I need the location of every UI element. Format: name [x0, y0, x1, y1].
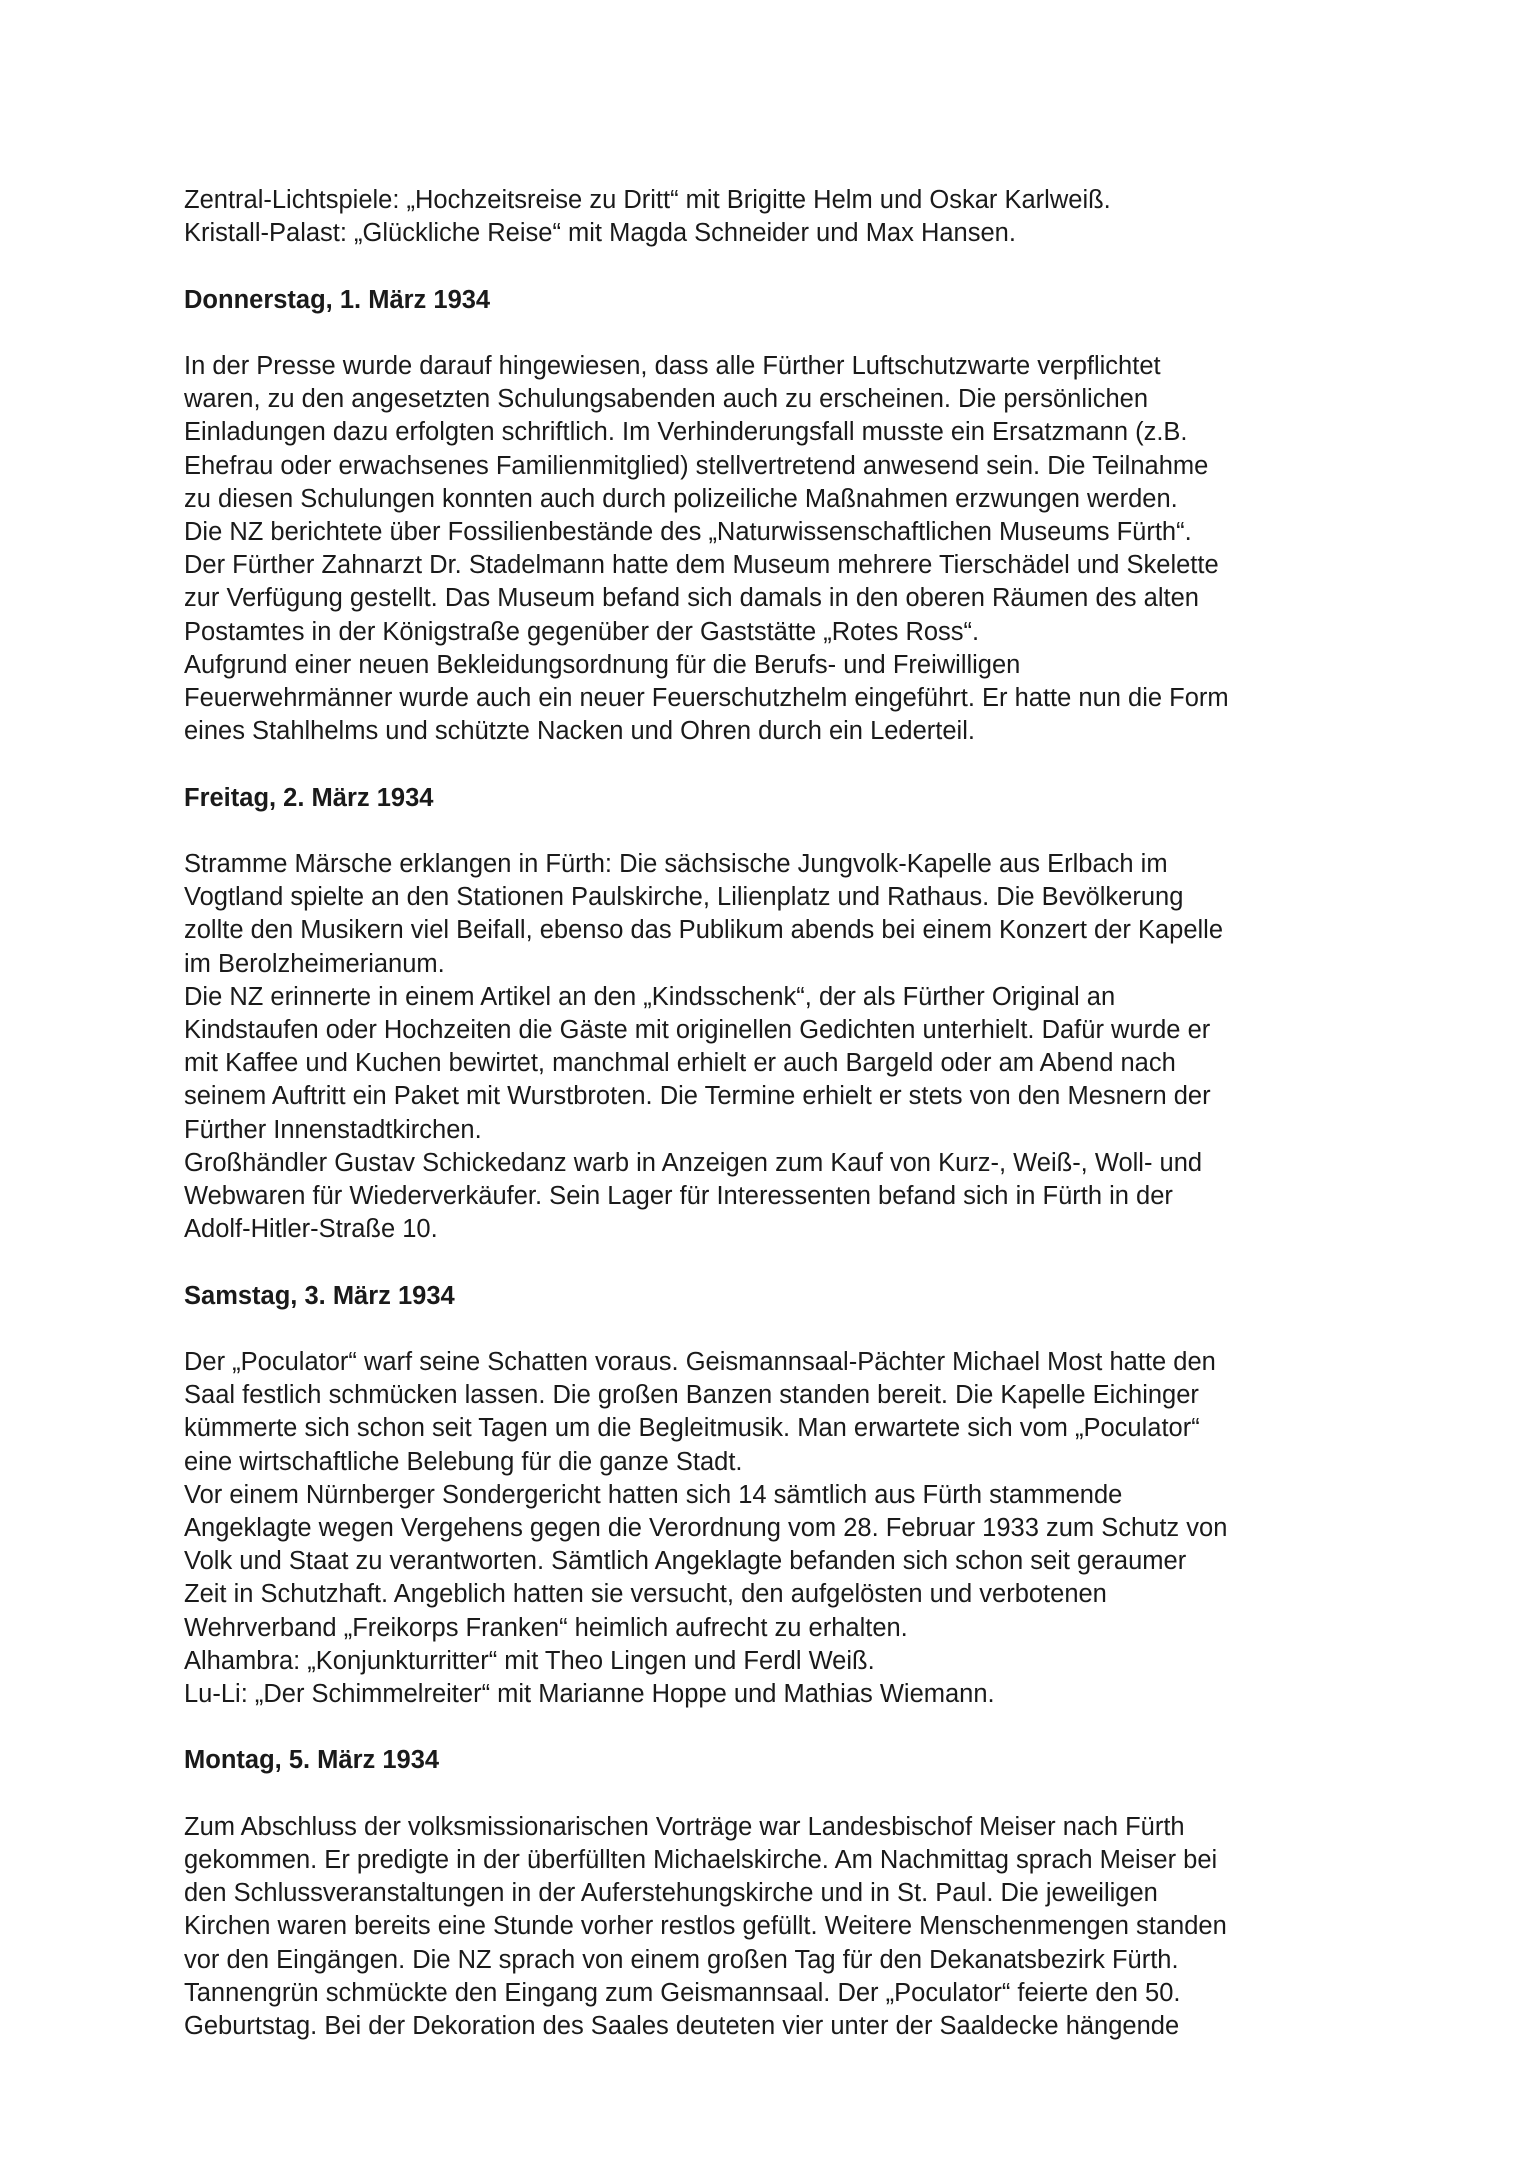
- paragraph-gap: [184, 317, 1364, 350]
- text-line: gekommen. Er predigte in der überfüllten Michaelskirche. Am Nachmittag sprach Meiser bei: [184, 1846, 1218, 1875]
- text-line: eine wirtschaftliche Belebung für die ganze Stadt.: [184, 1447, 743, 1476]
- paragraph-gap: [184, 1313, 1364, 1346]
- text-line: Feuerwehrmänner wurde auch ein neuer Feuerschutzhelm eingeführt. Er hatte nun die Form: [184, 684, 1229, 713]
- text-line: Die NZ berichtete über Fossilienbestände des „Naturwissenschaftlichen Museums Fürth“.: [184, 518, 1192, 546]
- text-line: Geburtstag. Bei der Dekoration des Saales deuteten vier unter der Saaldecke hängende: [184, 2012, 1180, 2041]
- text-line: Zeit in Schutzhaft. Angeblich hatten sie versucht, den aufgelösten und verbotenen: [184, 1580, 1107, 1609]
- text-line: Alhambra: „Konjunkturritter“ mit Theo Lingen und Ferdl Weiß.: [184, 1646, 875, 1675]
- text-line: In der Presse wurde darauf hingewiesen, dass alle Fürther Luftschutzwarte verpflichtet: [184, 351, 1161, 380]
- text-line: seinem Auftritt ein Paket mit Wurstbroten. Die Termine erhielt er stets von den Mesnern der: [184, 1082, 1211, 1111]
- text-line: Großhändler Gustav Schickedanz warb in Anzeigen zum Kauf von Kurz-, Weiß-, Woll- und: [184, 1148, 1203, 1177]
- text-line: im Berolzheimerianum.: [184, 949, 445, 978]
- text-line: Angeklagte wegen Vergehens gegen die Verordnung vom 28. Februar 1933 zum Schutz von: [184, 1514, 1228, 1543]
- text-line: vor den Eingängen. Die NZ sprach von einem großen Tag für den Dekanatsbezirk Fürth.: [184, 1945, 1179, 1974]
- date-heading: Montag, 5. März 1934: [184, 1746, 440, 1775]
- paragraph-gap: [184, 1778, 1364, 1811]
- page-text: [184, 184, 1364, 2043]
- text-line: Aufgrund einer neuen Bekleidungsordnung für die Berufs- und Freiwilligen: [184, 650, 1021, 679]
- date-heading: Donnerstag, 1. März 1934: [184, 285, 491, 314]
- text-line: Einladungen dazu erfolgten schriftlich. Im Verhinderungsfall musste ein Ersatzmann (z.B.: [184, 418, 1188, 447]
- text-line: Fürther Innenstadtkirchen.: [184, 1115, 482, 1144]
- text-line: Der „Poculator“ warf seine Schatten voraus. Geismannsaal-Pächter Michael Most hatte den: [184, 1348, 1216, 1377]
- text-line: zollte den Musikern viel Beifall, ebenso das Publikum abends bei einem Konzert der Kapelle: [184, 916, 1224, 945]
- text-line: Vogtland spielte an den Stationen Paulskirche, Lilienplatz und Rathaus. Die Bevölkerung: [184, 883, 1184, 912]
- text-line: Saal festlich schmücken lassen. Die großen Banzen standen bereit. Die Kapelle Eichinger: [184, 1381, 1199, 1410]
- paragraph-gap: [184, 1246, 1364, 1279]
- text-line: zu diesen Schulungen konnten auch durch polizeiliche Maßnahmen erzwungen werden.: [184, 484, 1178, 513]
- text-line: Zentral-Lichtspiele: „Hochzeitsreise zu Dritt“ mit Brigitte Helm und Oskar Karlweiß.: [184, 186, 1111, 214]
- text-line: den Schlussveranstaltungen in der Auferstehungskirche und in St. Paul. Die jeweiligen: [184, 1879, 1158, 1908]
- text-line: Postamtes in der Königstraße gegenüber der Gaststätte „Rotes Ross“.: [184, 617, 980, 646]
- text-line: Ehefrau oder erwachsenes Familienmitglied) stellvertretend anwesend sein. Die Teilnahme: [184, 451, 1209, 480]
- text-line: waren, zu den angesetzten Schulungsabenden auch zu erscheinen. Die persönlichen: [184, 385, 1148, 414]
- text-line: kümmerte sich schon seit Tagen um die Begleitmusik. Man erwartete sich vom „Poculator“: [184, 1414, 1200, 1443]
- text-line: Kristall-Palast: „Glückliche Reise“ mit Magda Schneider und Max Hansen.: [184, 219, 1016, 248]
- date-heading: Samstag, 3. März 1934: [184, 1281, 455, 1310]
- text-line: Der Fürther Zahnarzt Dr. Stadelmann hatte dem Museum mehrere Tierschädel und Skelette: [184, 551, 1219, 580]
- text-line: Adolf-Hitler-Straße 10.: [184, 1215, 438, 1244]
- text-line: Tannengrün schmückte den Eingang zum Geismannsaal. Der „Poculator“ feierte den 50.: [184, 1978, 1181, 2007]
- text-line: Wehrverband „Freikorps Franken“ heimlich aufrecht zu erhalten.: [184, 1613, 908, 1642]
- text-line: Kirchen waren bereits eine Stunde vorher restlos gefüllt. Weitere Menschenmengen standen: [184, 1912, 1227, 1941]
- text-line: mit Kaffee und Kuchen bewirtet, manchmal erhielt er auch Bargeld oder am Abend nach: [184, 1049, 1176, 1078]
- text-line: Stramme Märsche erklangen in Fürth: Die sächsische Jungvolk-Kapelle aus Erlbach im: [184, 850, 1168, 878]
- text-line: Kindstaufen oder Hochzeiten die Gäste mit originellen Gedichten unterhielt. Dafür wurde er: [184, 1016, 1211, 1045]
- text-line: eines Stahlhelms und schützte Nacken und Ohren durch ein Lederteil.: [184, 717, 975, 746]
- text-line: Vor einem Nürnberger Sondergericht hatten sich 14 sämtlich aus Fürth stammende: [184, 1480, 1123, 1509]
- text-line: Lu-Li: „Der Schimmelreiter“ mit Marianne Hoppe und Mathias Wiemann.: [184, 1680, 995, 1709]
- paragraph-gap: [184, 250, 1364, 283]
- date-heading: Freitag, 2. März 1934: [184, 783, 434, 812]
- text-line: Die NZ erinnerte in einem Artikel an den „Kindsschenk“, der als Fürther Original an: [184, 982, 1116, 1011]
- text-line: zur Verfügung gestellt. Das Museum befand sich damals in den oberen Räumen des alten: [184, 584, 1199, 613]
- paragraph-gap: [184, 815, 1364, 848]
- text-line: Webwaren für Wiederverkäufer. Sein Lager für Interessenten befand sich in Fürth in der: [184, 1182, 1173, 1211]
- text-line: Zum Abschluss der volksmissionarischen Vorträge war Landesbischof Meiser nach Fürth: [184, 1812, 1185, 1841]
- paragraph-gap: [184, 748, 1364, 781]
- paragraph-gap: [184, 1711, 1364, 1744]
- text-line: Volk und Staat zu verantworten. Sämtlich Angeklagte befanden sich schon seit geraumer: [184, 1547, 1187, 1576]
